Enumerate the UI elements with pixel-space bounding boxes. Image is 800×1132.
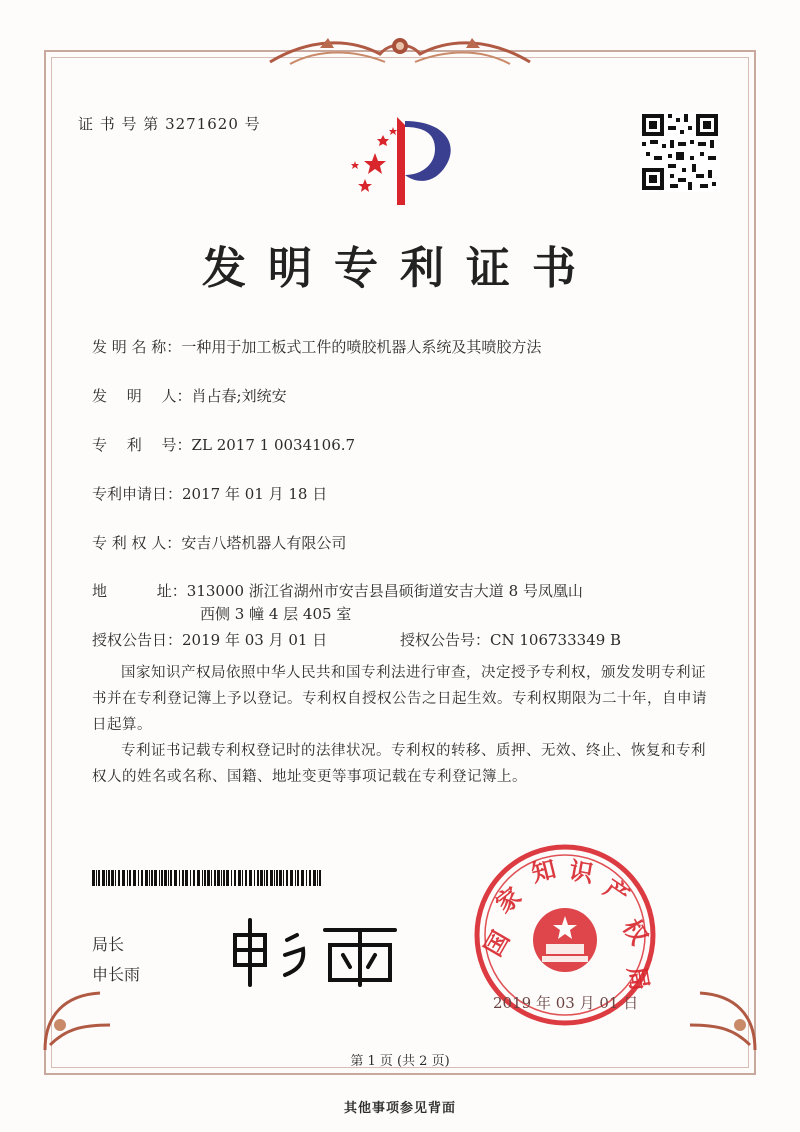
barcode-bar (286, 870, 288, 886)
barcode-bar (242, 870, 243, 886)
barcode-bar (149, 870, 150, 886)
barcode-bar (279, 870, 282, 886)
svg-text:国: 国 (478, 926, 516, 961)
barcode-bar (129, 870, 131, 886)
field-grant-date (92, 629, 327, 650)
barcode-bar (159, 870, 160, 886)
barcode-bar (249, 870, 252, 886)
barcode-bar (217, 870, 220, 886)
body-paragraph-1: 国家知识产权局依照中华人民共和国专利法进行审查，决定授予专利权，颁发发明专利证书并在专利登记簿上予以登记。专利权自授权公告之日起生效。专利权期限为二十年，自申请日起算。 (92, 665, 707, 733)
barcode-bar (290, 870, 293, 886)
svg-text:识: 识 (566, 856, 596, 889)
field-grant-number (400, 629, 621, 650)
barcode-bar (260, 870, 263, 886)
value-address-line1: 313000 浙江省湖州市安吉县昌硕街道安吉大道 8 号凤凰山 (186, 582, 583, 600)
barcode-bar (197, 870, 200, 886)
svg-text:产: 产 (598, 873, 635, 911)
label-grant-date: 授权公告日： (92, 631, 183, 649)
barcode-bar (306, 870, 307, 886)
barcode-bar (270, 870, 273, 886)
seal-date: 2019 年 03 月 01 日 (493, 994, 639, 1012)
barcode-bar (207, 870, 210, 886)
barcode-bar (264, 870, 265, 886)
barcode-bar (257, 870, 259, 886)
barcode-bar (170, 870, 172, 886)
barcode-bar (161, 870, 163, 886)
value-address-line2: 西侧 3 幢 4 层 405 室 (200, 605, 352, 623)
page-title: 发明专利证书 (202, 243, 598, 294)
barcode-bar (297, 870, 299, 886)
barcode-bar (185, 870, 188, 886)
barcode-bar (133, 870, 136, 886)
barcode-bar (295, 870, 296, 886)
barcode-bar (245, 870, 247, 886)
svg-text:家: 家 (490, 881, 527, 919)
cnipa-logo (335, 105, 465, 215)
barcode-bar (317, 870, 318, 886)
barcode-bar (145, 870, 148, 886)
barcode-bar (283, 870, 284, 886)
barcode-bar (106, 870, 107, 886)
label-invention-name: 发 明 名 称： (92, 338, 182, 356)
barcode-bar (309, 870, 311, 886)
barcode-bar (234, 870, 236, 886)
certificate-number: 证 书 号 第 3271620 号 (78, 115, 261, 133)
barcode-bar (154, 870, 157, 886)
barcode-bar (122, 870, 125, 886)
corner-ornament-bottom-left (40, 985, 130, 1055)
value-grant-date: 2019 年 03 月 01 日 (182, 631, 328, 649)
barcode-bar (138, 870, 139, 886)
label-patent-holder: 专 利 权 人： (92, 534, 182, 552)
label-address: 地 址： (92, 582, 187, 600)
barcode-bar (96, 870, 97, 886)
value-grant-number: CN 106733349 B (490, 631, 622, 649)
barcode-bar (102, 870, 105, 886)
barcode-bar (226, 870, 229, 886)
barcode-bar (301, 870, 304, 886)
corner-ornament-bottom-right (670, 985, 760, 1055)
field-inventor (92, 385, 287, 406)
barcode-bar (118, 870, 120, 886)
svg-text:权: 权 (616, 914, 654, 950)
page-number: 第 1 页 (共 2 页) (350, 1054, 450, 1069)
barcode-bar (266, 870, 268, 886)
barcode-bar (179, 870, 180, 886)
barcode-bar (193, 870, 195, 886)
qr-code (640, 112, 720, 192)
field-patent-number (92, 434, 355, 455)
barcode-bar (98, 870, 100, 886)
value-patent-holder: 安吉八塔机器人有限公司 (181, 534, 347, 552)
svg-text:局: 局 (622, 964, 654, 993)
barcode-bar (202, 870, 203, 886)
barcode-bar (164, 870, 167, 886)
barcode-bar (115, 870, 116, 886)
director-name: 申长雨 (92, 965, 141, 984)
barcode-bar (274, 870, 275, 886)
barcode-bar (92, 870, 95, 886)
director-signature (225, 905, 405, 995)
barcode-bar (238, 870, 241, 886)
field-patent-holder (92, 532, 346, 553)
label-patent-number: 专 利 号： (92, 436, 192, 454)
barcode-bar (182, 870, 184, 886)
barcode-bar (254, 870, 255, 886)
body-paragraph-2: 专利证书记载专利权登记时的法律状况。专利权的转移、质押、无效、终止、恢复和专利权人的姓名或名称、国籍、地址变更等事项记载在专利登记簿上。 (92, 743, 706, 785)
top-ornament (260, 28, 540, 72)
barcode-bar (231, 870, 232, 886)
value-filing-date: 2017 年 01 月 18 日 (182, 485, 328, 503)
field-invention-name (92, 336, 541, 357)
barcode-bar (108, 870, 110, 886)
svg-text:知: 知 (528, 854, 559, 888)
barcode-bar (204, 870, 206, 886)
barcode-bar (221, 870, 222, 886)
barcode-bar (313, 870, 316, 886)
barcode-bar (174, 870, 177, 886)
barcode (92, 870, 322, 886)
barcode-bar (190, 870, 191, 886)
barcode-bar (211, 870, 212, 886)
value-patent-number: ZL 2017 1 0034106.7 (191, 436, 356, 454)
barcode-bar (127, 870, 128, 886)
value-invention-name: 一种用于加工板式工件的喷胶机器人系统及其喷胶方法 (181, 338, 542, 356)
barcode-bar (214, 870, 216, 886)
barcode-bar (276, 870, 278, 886)
label-grant-number: 授权公告号： (400, 631, 491, 649)
barcode-bar (151, 870, 153, 886)
label-filing-date: 专利申请日： (92, 485, 183, 503)
barcode-bar (141, 870, 143, 886)
label-inventor: 发 明 人： (92, 387, 192, 405)
value-inventor: 肖占春;刘统安 (191, 387, 287, 405)
barcode-bar (223, 870, 225, 886)
barcode-bar (319, 870, 321, 886)
director-title: 局长 (92, 935, 125, 954)
field-address (92, 580, 583, 601)
footer-note: 其他事项参见背面 (343, 1101, 456, 1116)
barcode-bar (168, 870, 169, 886)
barcode-bar (111, 870, 114, 886)
field-filing-date (92, 483, 327, 504)
